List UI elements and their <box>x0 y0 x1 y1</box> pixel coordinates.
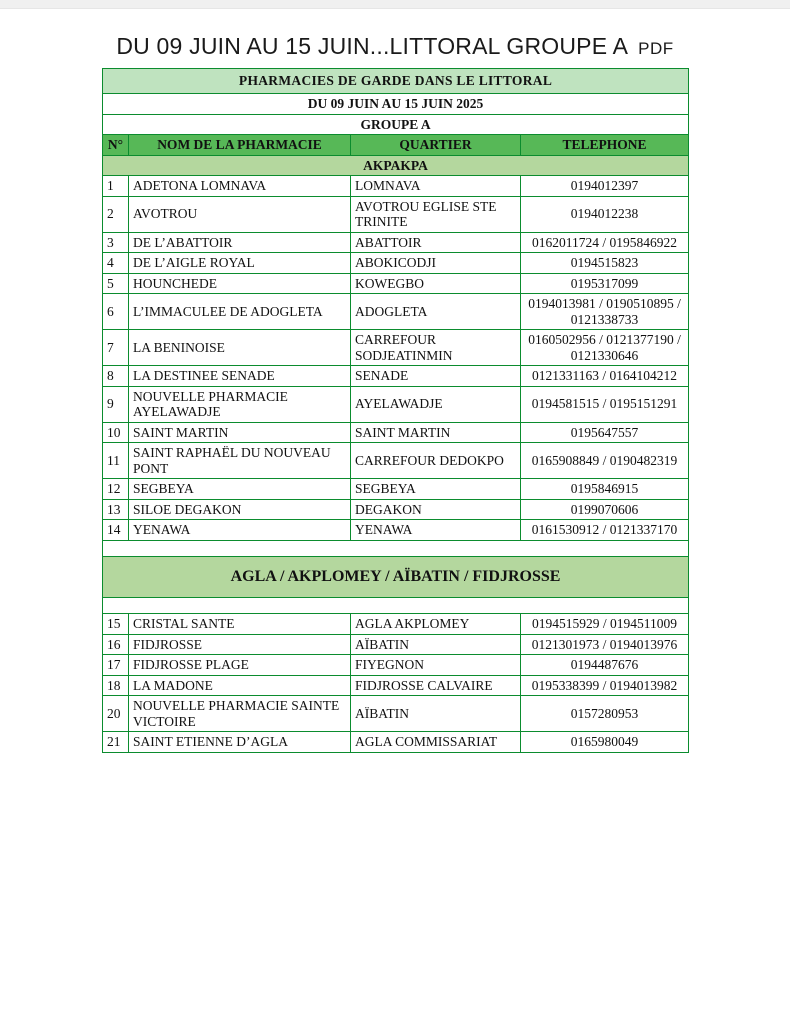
table-row <box>103 273 689 294</box>
row-telephone: 0165908849 / 0190482319 <box>521 443 689 479</box>
table-row <box>103 253 689 274</box>
row-telephone: 0194012397 <box>521 176 689 197</box>
row-quartier: FIYEGNON <box>351 655 521 676</box>
pharmacy-table-wrapper <box>102 68 688 753</box>
row-pharmacy-name: CRISTAL SANTE <box>129 614 351 635</box>
pharmacy-table <box>102 68 689 753</box>
row-telephone: 0194581515 / 0195151291 <box>521 386 689 422</box>
table-row <box>103 520 689 541</box>
table-row <box>103 294 689 330</box>
column-header-row <box>103 135 689 156</box>
row-number: 13 <box>103 499 129 520</box>
row-pharmacy-name: SAINT MARTIN <box>129 422 351 443</box>
row-quartier: YENAWA <box>351 520 521 541</box>
row-number: 9 <box>103 386 129 422</box>
row-telephone: 0165980049 <box>521 732 689 753</box>
row-telephone: 0195647557 <box>521 422 689 443</box>
column-header-number: N° <box>103 135 129 156</box>
table-row <box>103 196 689 232</box>
row-telephone: 0161530912 / 0121337170 <box>521 520 689 541</box>
group-label: GROUPE A <box>103 114 689 135</box>
row-number: 16 <box>103 634 129 655</box>
row-quartier: ABATTOIR <box>351 232 521 253</box>
table-row <box>103 655 689 676</box>
row-telephone: 0195846915 <box>521 479 689 500</box>
section-header-agla: AGLA / AKPLOMEY / AÏBATIN / FIDJROSSE <box>103 556 689 597</box>
row-pharmacy-name: HOUNCHEDE <box>129 273 351 294</box>
row-quartier: LOMNAVA <box>351 176 521 197</box>
row-number: 12 <box>103 479 129 500</box>
row-quartier: AÏBATIN <box>351 696 521 732</box>
period-label: DU 09 JUIN AU 15 JUIN 2025 <box>103 94 689 115</box>
table-row <box>103 386 689 422</box>
period-row <box>103 94 689 115</box>
banner-title: PHARMACIES DE GARDE DANS LE LITTORAL <box>103 69 689 94</box>
column-header-telephone: TELEPHONE <box>521 135 689 156</box>
row-pharmacy-name: NOUVELLE PHARMACIE SAINTE VICTOIRE <box>129 696 351 732</box>
row-number: 14 <box>103 520 129 541</box>
table-row <box>103 366 689 387</box>
row-quartier: AVOTROU EGLISE STE TRINITE <box>351 196 521 232</box>
row-quartier: ADOGLETA <box>351 294 521 330</box>
row-quartier: KOWEGBO <box>351 273 521 294</box>
row-pharmacy-name: SEGBEYA <box>129 479 351 500</box>
section-spacer <box>103 598 689 614</box>
row-pharmacy-name: ADETONA LOMNAVA <box>129 176 351 197</box>
row-number: 2 <box>103 196 129 232</box>
row-pharmacy-name: SAINT RAPHAËL DU NOUVEAU PONT <box>129 443 351 479</box>
banner-row <box>103 69 689 94</box>
table-body <box>103 69 689 753</box>
row-pharmacy-name: DE L’AIGLE ROYAL <box>129 253 351 274</box>
row-telephone: 0121301973 / 0194013976 <box>521 634 689 655</box>
row-quartier: SENADE <box>351 366 521 387</box>
row-pharmacy-name: SAINT ETIENNE D’AGLA <box>129 732 351 753</box>
row-number: 21 <box>103 732 129 753</box>
page-title <box>0 33 790 60</box>
window-top-bar <box>0 0 790 9</box>
row-number: 7 <box>103 330 129 366</box>
row-telephone: 0195317099 <box>521 273 689 294</box>
row-pharmacy-name: FIDJROSSE PLAGE <box>129 655 351 676</box>
row-quartier: FIDJROSSE CALVAIRE <box>351 675 521 696</box>
row-quartier: AYELAWADJE <box>351 386 521 422</box>
page-title-text: DU 09 JUIN AU 15 JUIN...LITTORAL GROUPE A <box>116 33 629 59</box>
table-row <box>103 614 689 635</box>
row-pharmacy-name: LA DESTINEE SENADE <box>129 366 351 387</box>
row-pharmacy-name: FIDJROSSE <box>129 634 351 655</box>
table-row <box>103 176 689 197</box>
table-row <box>103 634 689 655</box>
row-number: 8 <box>103 366 129 387</box>
row-quartier: AGLA AKPLOMEY <box>351 614 521 635</box>
row-number: 6 <box>103 294 129 330</box>
row-quartier: SEGBEYA <box>351 479 521 500</box>
row-number: 17 <box>103 655 129 676</box>
row-quartier: CARREFOUR DEDOKPO <box>351 443 521 479</box>
row-pharmacy-name: NOUVELLE PHARMACIE AYELAWADJE <box>129 386 351 422</box>
row-quartier: AÏBATIN <box>351 634 521 655</box>
table-row <box>103 732 689 753</box>
row-telephone: 0194515823 <box>521 253 689 274</box>
section-header-akpakpa: AKPAKPA <box>103 155 689 176</box>
row-number: 15 <box>103 614 129 635</box>
row-quartier: AGLA COMMISSARIAT <box>351 732 521 753</box>
row-number: 20 <box>103 696 129 732</box>
row-telephone: 0195338399 / 0194013982 <box>521 675 689 696</box>
row-telephone: 0194012238 <box>521 196 689 232</box>
table-row <box>103 499 689 520</box>
row-number: 18 <box>103 675 129 696</box>
row-quartier: ABOKICODJI <box>351 253 521 274</box>
row-pharmacy-name: L’IMMACULEE DE ADOGLETA <box>129 294 351 330</box>
row-number: 4 <box>103 253 129 274</box>
row-telephone: 0162011724 / 0195846922 <box>521 232 689 253</box>
table-row <box>103 330 689 366</box>
table-row <box>103 479 689 500</box>
row-number: 11 <box>103 443 129 479</box>
row-telephone: 0121331163 / 0164104212 <box>521 366 689 387</box>
row-number: 1 <box>103 176 129 197</box>
row-quartier: CARREFOUR SODJEATINMIN <box>351 330 521 366</box>
group-row <box>103 114 689 135</box>
table-row <box>103 675 689 696</box>
row-telephone: 0199070606 <box>521 499 689 520</box>
row-telephone: 0160502956 / 0121377190 / 0121330646 <box>521 330 689 366</box>
row-quartier: SAINT MARTIN <box>351 422 521 443</box>
row-pharmacy-name: AVOTROU <box>129 196 351 232</box>
row-pharmacy-name: YENAWA <box>129 520 351 541</box>
row-pharmacy-name: DE L’ABATTOIR <box>129 232 351 253</box>
row-number: 5 <box>103 273 129 294</box>
table-row <box>103 443 689 479</box>
row-telephone: 0194515929 / 0194511009 <box>521 614 689 635</box>
section-header-row <box>103 155 689 176</box>
row-number: 3 <box>103 232 129 253</box>
table-row <box>103 696 689 732</box>
column-header-name: NOM DE LA PHARMACIE <box>129 135 351 156</box>
section-spacer <box>103 540 689 556</box>
table-row <box>103 232 689 253</box>
file-format-label: PDF <box>638 39 674 58</box>
section-header-row <box>103 556 689 597</box>
row-telephone: 0194487676 <box>521 655 689 676</box>
row-telephone: 0194013981 / 0190510895 / 0121338733 <box>521 294 689 330</box>
row-quartier: DEGAKON <box>351 499 521 520</box>
row-telephone: 0157280953 <box>521 696 689 732</box>
row-pharmacy-name: LA BENINOISE <box>129 330 351 366</box>
column-header-quartier: QUARTIER <box>351 135 521 156</box>
row-pharmacy-name: LA MADONE <box>129 675 351 696</box>
table-row <box>103 422 689 443</box>
row-pharmacy-name: SILOE DEGAKON <box>129 499 351 520</box>
row-number: 10 <box>103 422 129 443</box>
